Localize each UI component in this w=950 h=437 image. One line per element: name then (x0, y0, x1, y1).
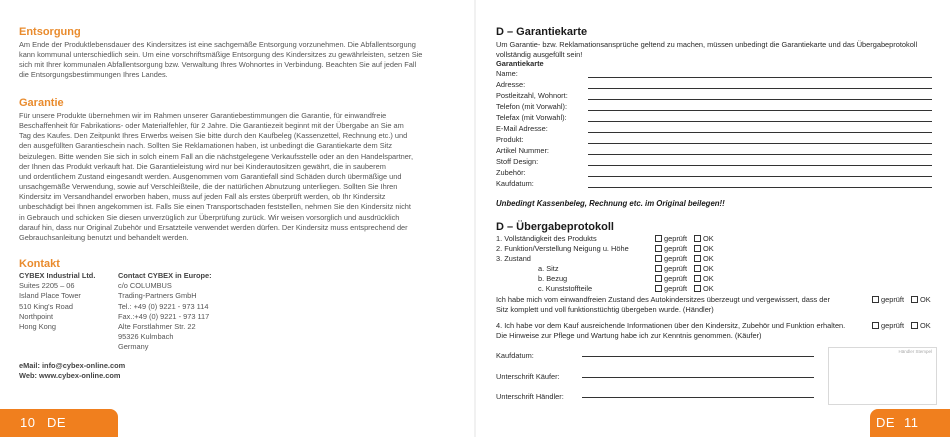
text-line: unsachgemäße Verwendung, sowie auf Verschleißteile, die der natürlichen Abnutzung unterliegen. Sollten Sie Ihren (19, 182, 398, 192)
checkbox[interactable] (694, 255, 701, 262)
ok-label: OK (703, 284, 714, 293)
field-product[interactable] (496, 135, 932, 146)
checkbox-pair (911, 295, 931, 304)
checkbox[interactable] (655, 235, 662, 242)
contact-line: Tel.: +49 (0) 9221 - 973 114 (118, 301, 209, 311)
garantie-text (19, 111, 455, 243)
garantie-heading: Garantie (19, 97, 64, 109)
signature-label: Unterschrift Händler: (496, 392, 564, 401)
contact-line: Trading-Partners GmbH (118, 291, 197, 301)
field-article-number[interactable] (496, 146, 932, 157)
checkbox-pair (872, 295, 904, 304)
language-label: DE (47, 415, 67, 430)
text-line: der Ihnen das Produkt verkauft hat. Die Garantieleistung wird nur bei Kinderautositzen gewährt, die in sauberem (19, 161, 386, 171)
text-line: 4. Ich habe vor dem Kauf ausreichende Informationen über den Kindersitz, Zubehör und Funktion erhalten. (496, 321, 846, 330)
contact-line: Northpoint (19, 311, 54, 321)
checkbox[interactable] (872, 322, 879, 329)
text-line: den ausgefüllten Garantieschein nach. Sollten Sie Reklamationen haben, ist unbedingt die Garantiekarte dem Sitz (19, 141, 393, 151)
protocol-row-label: c. Kunststoffteile (538, 284, 593, 293)
text-line: Beschaffenheit für Fabrikations- oder Materialfehler, für 2 Jahre. Die Garantiezeit beginnt mit der Übergabe an Sie am (19, 121, 404, 131)
ok-label: OK (703, 254, 714, 263)
checkbox[interactable] (694, 265, 701, 272)
buyer-confirmation-text (496, 321, 861, 341)
checkbox[interactable] (911, 296, 918, 303)
field-line[interactable] (588, 187, 932, 188)
ok-label: OK (920, 295, 931, 304)
checkbox-pair (694, 264, 714, 273)
ok-label: OK (703, 234, 714, 243)
field-line[interactable] (588, 176, 932, 177)
ok-label: OK (703, 274, 714, 283)
language-label: DE (876, 415, 896, 430)
checked-label: geprüft (664, 264, 688, 273)
checked-label: geprüft (664, 244, 688, 253)
contact-line: Germany (118, 342, 149, 352)
checkbox-pair (694, 244, 714, 253)
field-line[interactable] (588, 165, 932, 166)
dealer-stamp-box[interactable] (828, 347, 937, 405)
stamp-label: Händler Stempel (898, 349, 932, 354)
text-line: vollständig ausgefüllt sein! (496, 50, 583, 60)
checkbox-pair (655, 234, 687, 243)
text-line: beizulegen. Bitte wenden Sie sich in solch einem Fall an die nächstgelegene Verkaufsstelle oder an den Handelspartner, (19, 151, 414, 161)
text-line: Gebrauchsanleitung benutzt und behandelt werden. (19, 232, 189, 242)
checkbox-pair (694, 274, 714, 283)
contact-line: Contact CYBEX in Europe: (118, 271, 212, 280)
text-line: Die Hinweise zur Pflege und Wartung habe ich zur Kenntnis genommen. (Käufer) (496, 331, 762, 341)
garantiekarte-subheading: Garantiekarte (496, 59, 544, 68)
footer-tab-right (870, 409, 950, 437)
dealer-confirmation-text (496, 295, 861, 315)
field-line[interactable] (588, 99, 932, 100)
text-line: Ich habe mich vom einwandfreien Zustand des Autokindersitzes überzeugt und vergewissert, dass der (496, 295, 830, 304)
text-line: sich mit Ihrer kommunalen Abfallentsorgung bzw. Verwaltung Ihres Wohnortes in Verbindung. Beachten Sie auf jeden Fall (19, 60, 417, 70)
checkbox[interactable] (694, 285, 701, 292)
checked-label: geprüft (881, 295, 905, 304)
checkbox[interactable] (655, 255, 662, 262)
text-line: Sitz komplett und voll funktionstüchtig übergeben wurde. (Händler) (496, 305, 714, 315)
field-fabric-design[interactable] (496, 157, 932, 168)
text-line: die Entsorgungsbestimmungen Ihres Landes. (19, 70, 168, 80)
field-line[interactable] (588, 77, 932, 78)
checked-label: geprüft (664, 234, 688, 243)
field-accessories[interactable] (496, 168, 932, 179)
contact-line: Fax.:+49 (0) 9221 - 973 117 (118, 311, 210, 321)
text-line: Für unsere Produkte übernehmen wir im Rahmen unserer Garantiebestimmungen die Garantie, für einwandfreie (19, 111, 387, 120)
web-link[interactable]: Web: www.cybex-online.com (19, 371, 121, 380)
text-line: Tag des Kaufes. Den Zeitpunkt Ihres Erwerbs weisen Sie bitte durch den Kaufbeleg (Kassenzettel, Rechnung etc.) und (19, 131, 408, 141)
field-line[interactable] (588, 143, 932, 144)
email-link[interactable]: eMail: info@cybex-online.com (19, 361, 126, 370)
field-address[interactable] (496, 80, 932, 91)
entsorgung-text (19, 40, 455, 81)
field-purchase-date[interactable] (496, 179, 932, 190)
field-label: Stoff Design: (496, 157, 539, 166)
field-label: Telefax (mit Vorwahl): (496, 113, 567, 122)
field-line[interactable] (588, 88, 932, 89)
purchase-date-line[interactable] (582, 356, 814, 357)
field-label: Telefon (mit Vorwahl): (496, 102, 568, 111)
contact-europe (118, 271, 212, 353)
field-label: Adresse: (496, 80, 526, 89)
field-label: Produkt: (496, 135, 524, 144)
buyer-signature-line[interactable] (582, 377, 814, 378)
protokoll-heading: D – Übergabeprotokoll (496, 221, 614, 233)
field-line[interactable] (588, 121, 932, 122)
garantiekarte-heading: D – Garantiekarte (496, 26, 588, 38)
footer-tab-left (0, 409, 118, 437)
field-line[interactable] (588, 110, 932, 111)
checkbox-pair (655, 254, 687, 263)
kontakt-heading: Kontakt (19, 258, 60, 270)
contact-hongkong (19, 271, 95, 332)
field-email[interactable] (496, 124, 932, 135)
checkbox-pair (655, 244, 687, 253)
checkbox[interactable] (655, 275, 662, 282)
checkbox[interactable] (872, 296, 879, 303)
protocol-row-label: b. Bezug (538, 274, 568, 283)
checkbox[interactable] (655, 285, 662, 292)
protocol-row-label: 1. Vollständigkeit des Produkts (496, 234, 597, 243)
field-line[interactable] (588, 132, 932, 133)
contact-line: c/o COLUMBUS (118, 281, 172, 291)
contact-line: 95326 Kulmbach (118, 332, 174, 342)
field-label: Name: (496, 69, 518, 78)
text-line: Um Garantie- bzw. Reklamationsansprüche geltend zu machen, müssen unbedingt die Garantiekarte und das Übergabeprotokoll (496, 40, 918, 49)
field-label: Artikel Nummer: (496, 146, 549, 155)
field-label: Postleitzahl, Wohnort: (496, 91, 568, 100)
checkbox-pair (911, 321, 931, 330)
contact-line: Island Place Tower (19, 291, 81, 301)
dealer-signature-line[interactable] (582, 397, 814, 398)
contact-line: CYBEX Industrial Ltd. (19, 271, 96, 280)
signature-label: Unterschrift Käufer: (496, 372, 560, 381)
protocol-row-label: 2. Funktion/Verstellung Neigung u. Höhe (496, 244, 629, 253)
field-label: Zubehör: (496, 168, 526, 177)
checked-label: geprüft (881, 321, 905, 330)
field-label: E-Mail Adresse: (496, 124, 548, 133)
checkbox-pair (694, 254, 714, 263)
ok-label: OK (703, 264, 714, 273)
text-line: Kindersitz im Versandhandel erworben haben, muss auf jeden Fall als erstes überprüft werden, ob Ihr Kindersitz (19, 192, 386, 202)
checkbox[interactable] (694, 245, 701, 252)
page-number: 10 (20, 415, 36, 430)
entsorgung-heading: Entsorgung (19, 26, 81, 38)
field-postcode-city[interactable] (496, 91, 932, 102)
checked-label: geprüft (664, 274, 688, 283)
checkbox[interactable] (655, 265, 662, 272)
protocol-row-label: 3. Zustand (496, 254, 531, 263)
field-line[interactable] (588, 154, 932, 155)
checkbox-pair (655, 274, 687, 283)
text-line: unbeschädigt bei Ihnen angekommen ist. Falls Sie einen Transportschaden feststellen, nehmen Sie den Kindersitz nicht (19, 202, 411, 212)
checkbox-pair (872, 321, 904, 330)
checked-label: geprüft (664, 254, 688, 263)
checked-label: geprüft (664, 284, 688, 293)
checkbox[interactable] (911, 322, 918, 329)
receipt-warning: Unbedingt Kassenbeleg, Rechnung etc. im Original beilegen!! (496, 199, 725, 208)
contact-line: Suites 2205 – 06 (19, 281, 75, 291)
text-line: darauf hin, dass nur Original Zubehör und Ersatzteile verwendet werden dürfen. Der Kindersitz muss entsprechend der (19, 222, 408, 232)
checkbox-pair (694, 234, 714, 243)
checkbox[interactable] (694, 275, 701, 282)
checkbox-pair (655, 284, 687, 293)
garantiekarte-intro (496, 40, 917, 60)
signature-label: Kaufdatum: (496, 351, 534, 360)
contact-line: 510 King's Road (19, 301, 74, 311)
checkbox[interactable] (694, 235, 701, 242)
text-line: Am Ende der Produktlebensdauer des Kindersitzes ist eine sachgemäße Entsorgung vorzunehmen. Die Abfallentsorgung (19, 40, 416, 49)
text-line: kann kommunal unterschiedlich sein. Um eine vorschriftsmäßige Entsorgung des Kindersitzes zu gewährleisten, setzen Sie (19, 50, 423, 60)
checkbox-pair (655, 264, 687, 273)
text-line: und ordentlichem Zustand eingesandt werden. Ausgenommen vom Garantiefall sind Schäden durch übermäßige und (19, 171, 402, 181)
field-label: Kaufdatum: (496, 179, 534, 188)
page-divider (474, 0, 476, 437)
text-line: in Gebrauch und schicken Sie diesen unverzüglich zur Überprüfung zurück. Wir weisen vorsorglich und ausdrücklich (19, 212, 400, 222)
field-name[interactable] (496, 69, 932, 80)
checkbox-pair (694, 284, 714, 293)
field-fax[interactable] (496, 113, 932, 124)
field-phone[interactable] (496, 102, 932, 113)
ok-label: OK (920, 321, 931, 330)
contact-line: Hong Kong (19, 322, 56, 332)
ok-label: OK (703, 244, 714, 253)
page-number: 11 (904, 415, 919, 430)
contact-line: Alte Forstlahmer Str. 22 (118, 322, 196, 332)
checkbox[interactable] (655, 245, 662, 252)
protocol-row-label: a. Sitz (538, 264, 559, 273)
